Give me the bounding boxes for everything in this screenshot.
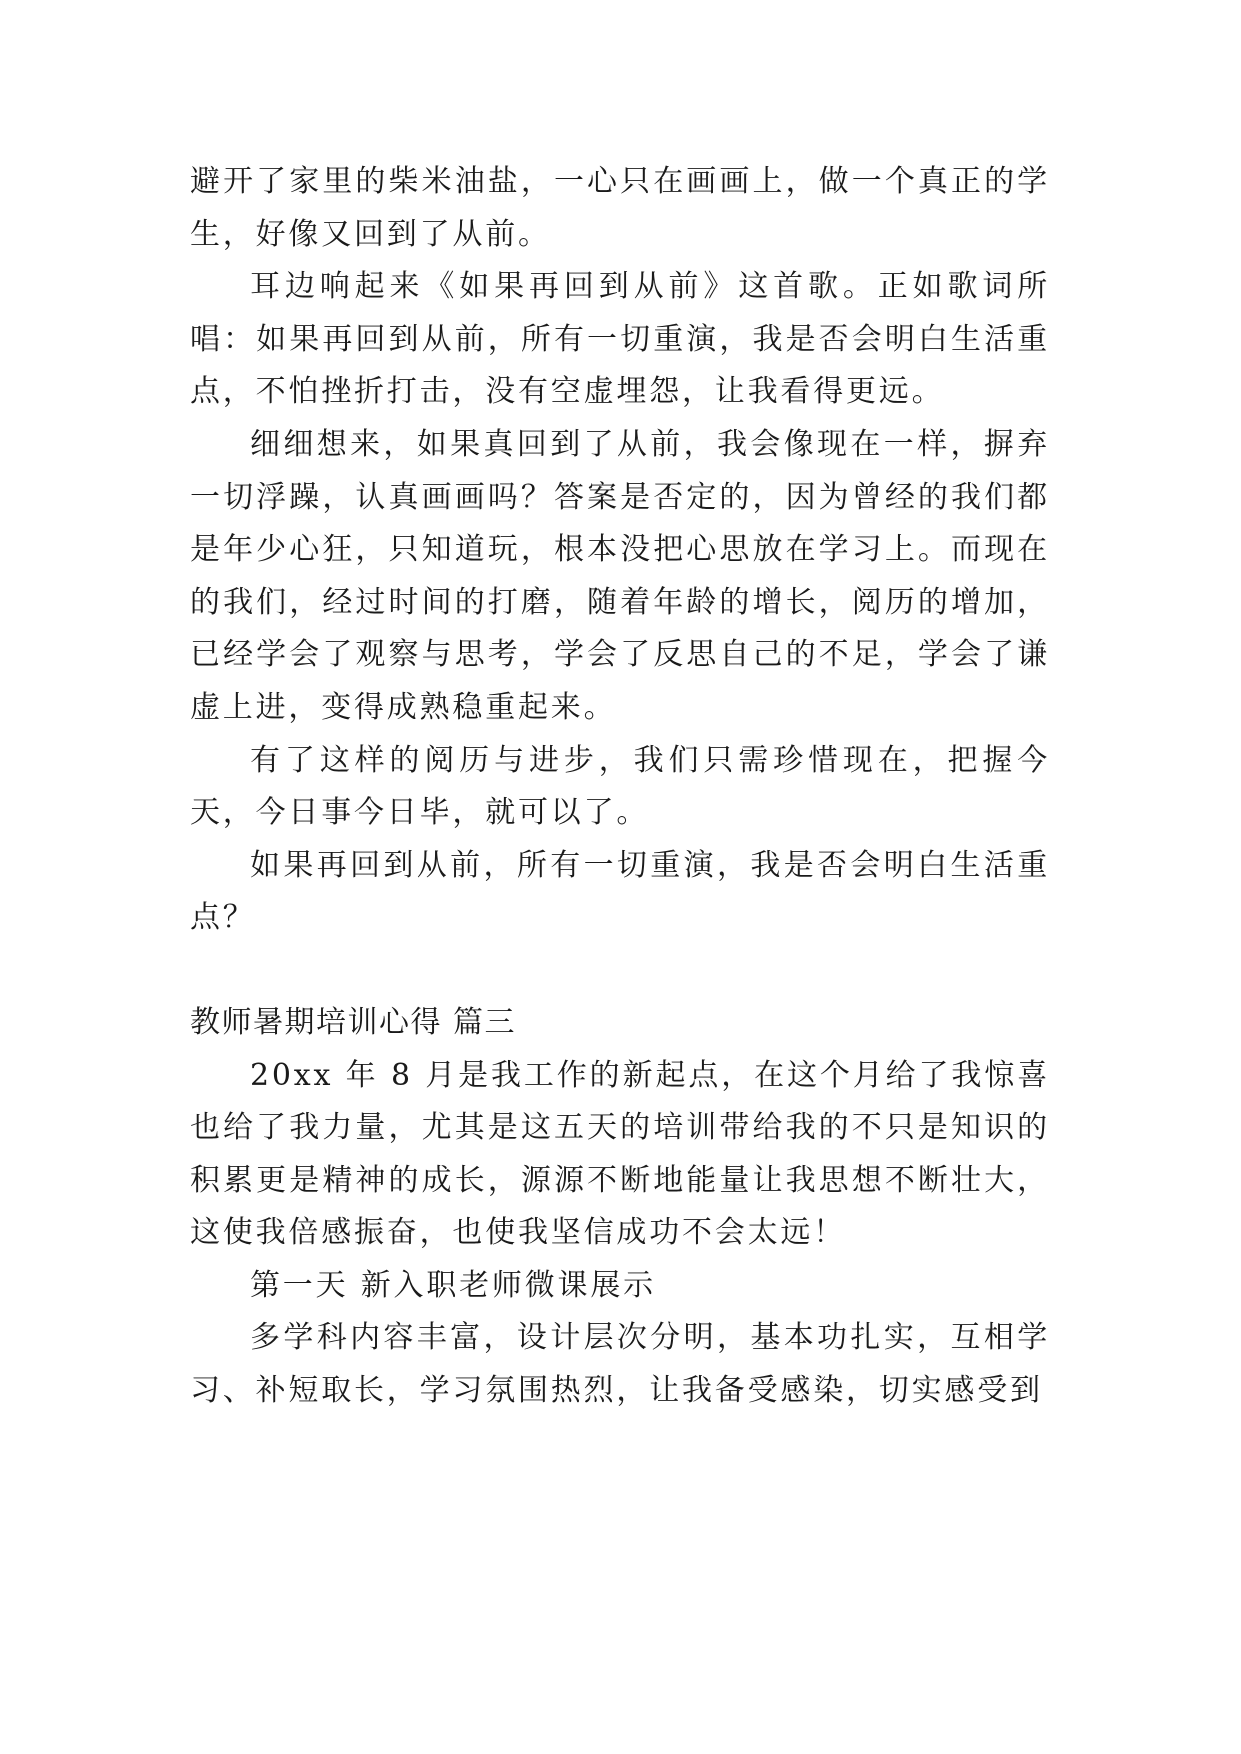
paragraph-day-one-title: 第一天 新入职老师微课展示 (250, 1267, 656, 1303)
paragraph-question: 如果再回到从前，所有一切重演，我是否会明白生活重点？ (190, 847, 1050, 936)
paragraph-continuation: 避开了家里的柴米油盐，一心只在画画上，做一个真正的学生，好像又回到了从前。 (190, 164, 1050, 252)
paragraph-day-one-body: 多学科内容丰富，设计层次分明，基本功扎实，互相学习、补短取长，学习氛围热烈，让我备受感染，切实感受到 (190, 1320, 1050, 1409)
paragraph-song-lyrics: 耳边响起来《如果再回到从前》这首歌。正如歌词所唱：如果再回到从前，所有一切重演，我是否会明白生活重点，不怕挫折打击，没有空虚埋怨，让我看得更远。 (190, 269, 1050, 410)
paragraph-cherish-present: 有了这样的阅历与进步，我们只需珍惜现在，把握今天，今日事今日毕，就可以了。 (190, 742, 1050, 831)
section-heading: 教师暑期培训心得 篇三 (190, 1004, 517, 1040)
paragraph-reflection: 细细想来，如果真回到了从前，我会像现在一样，摒弃一切浮躁，认真画画吗？答案是否定的，因为曾经的我们都是年少心狂，只知道玩，根本没把心思放在学习上。而现在的我们，经过时间的打磨，随着年龄的增长，阅历的增加，已经学会了观察与思考，学会了反思自己的不足，学会了谦虚上进，变得成熟稳重起来。 (190, 426, 1050, 725)
paragraph-new-start: 20xx 年 8 月是我工作的新起点，在这个月给了我惊喜也给了我力量，尤其是这五天的培训带给我的不只是知识的积累更是精神的成长，源源不断地能量让我思想不断壮大，这使我倍感振奋，也使我坚信成功不会太远！ (190, 1057, 1050, 1251)
document-body (190, 156, 1050, 1418)
